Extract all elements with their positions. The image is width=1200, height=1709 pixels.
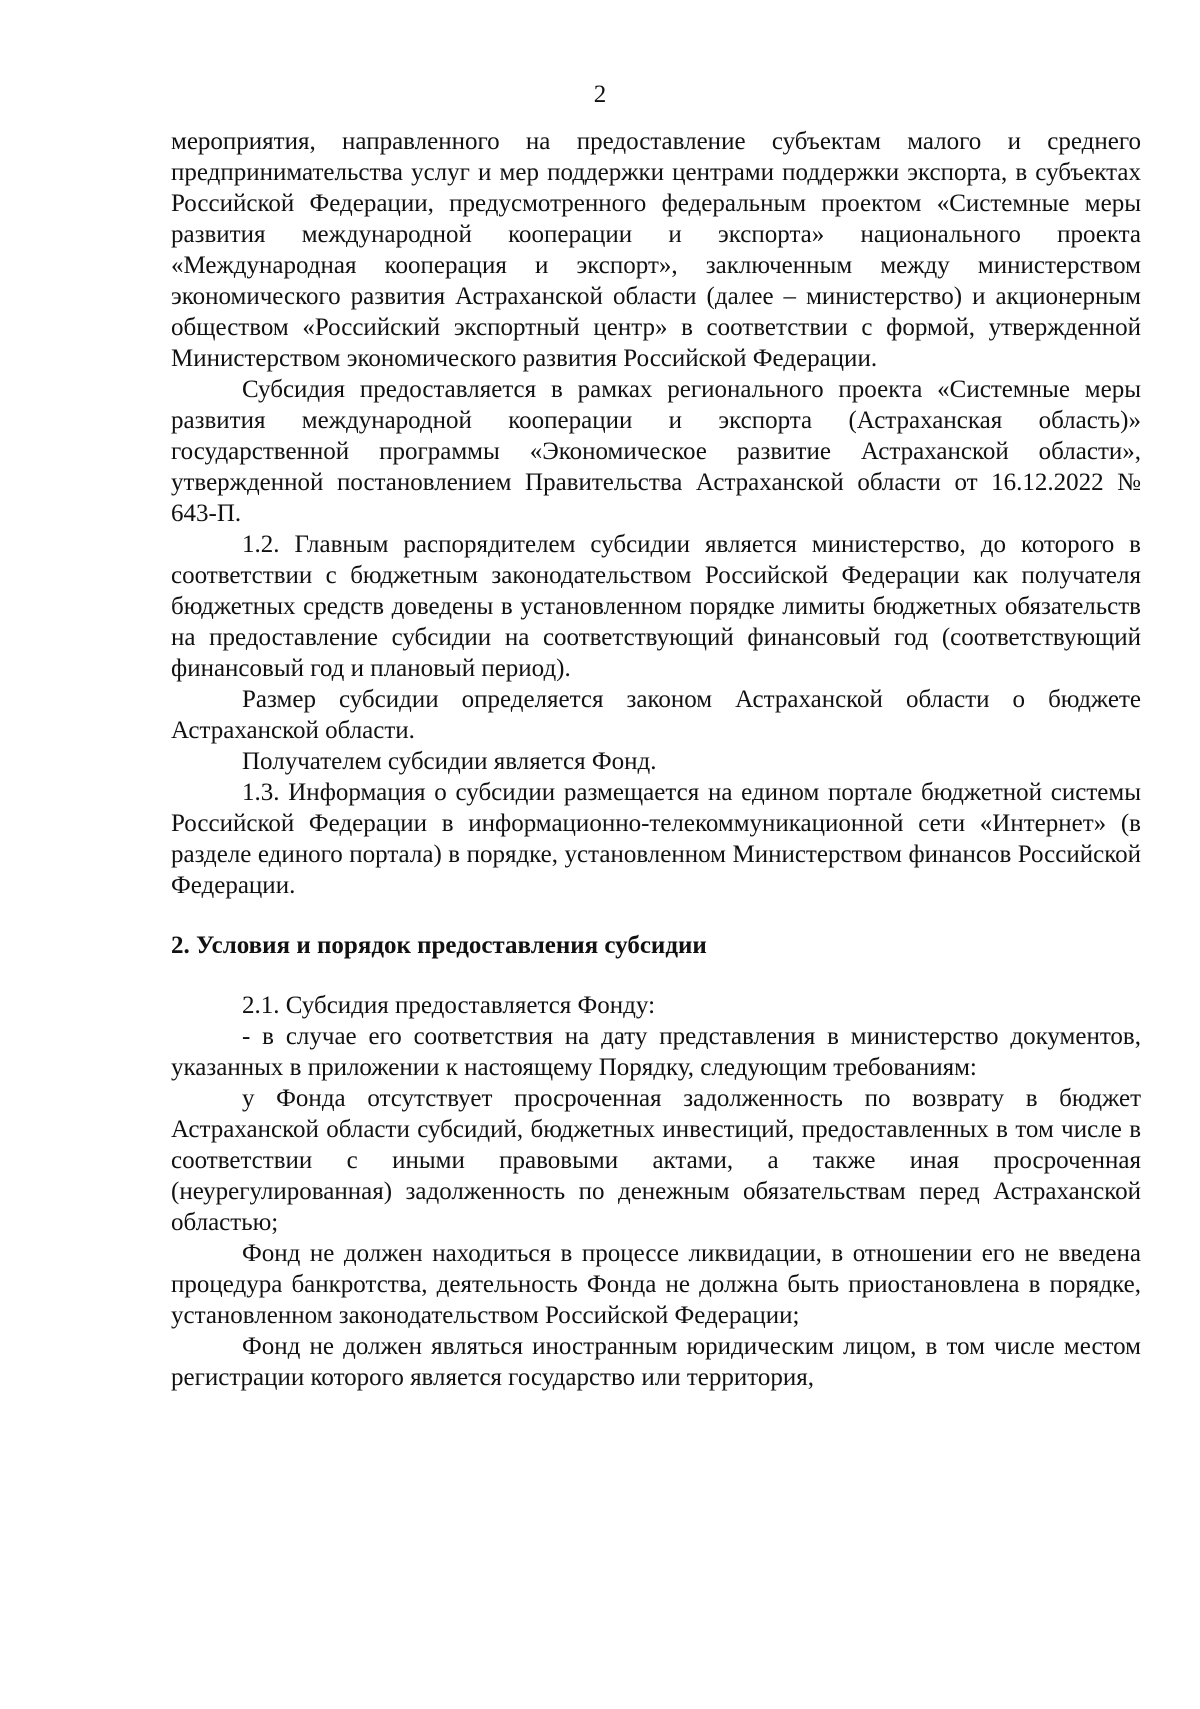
paragraph: Фонд не должен являться иностранным юридическим лицом, в том числе местом регистрации которого является государство или территория,: [171, 1333, 1141, 1391]
paragraph: Фонд не должен находиться в процессе ликвидации, в отношении его не введена процедура банкротства, деятельность Фонда не должна быть приостановлена в порядке, установленном законодательством Российской Федерации;: [171, 1240, 1141, 1329]
section-heading: 2. Условия и порядок предоставления субсидии: [171, 932, 707, 959]
paragraph: Получателем субсидии является Фонд.: [242, 748, 657, 775]
paragraph: 2.1. Субсидия предоставляется Фонду:: [242, 992, 656, 1019]
page-number: 2: [593, 81, 607, 108]
paragraph: у Фонда отсутствует просроченная задолженность по возврату в бюджет Астраханской области субсидий, бюджетных инвестиций, предоставленных в том числе в соответствии с иными правовыми актами, а также иная просроченная (неурегулированная) задолженность по денежным обязательствам перед Астраханской областью;: [171, 1085, 1141, 1236]
paragraph: Размер субсидии определяется законом Астраханской области о бюджете Астраханской области.: [171, 686, 1141, 744]
paragraph: мероприятия, направленного на предоставление субъектам малого и среднего предпринимательства услуг и мер поддержки центрами поддержки экспорта, в субъектах Российской Федерации, предусмотренного федеральным проектом «Системные меры развития международной кооперации и экспорта» национального проекта «Международная кооперация и экспорт», заключенным между министерством экономического развития Астраханской области (далее – министерство) и акционерным обществом «Российский экспортный центр» в соответствии с формой, утвержденной Министерством экономического развития Российской Федерации.: [171, 128, 1141, 372]
paragraph: - в случае его соответствия на дату представления в министерство документов, указанных в приложении к настоящему Порядку, следующим требованиям:: [171, 1023, 1141, 1081]
document-body: [171, 126, 1141, 1393]
paragraph: 1.2. Главным распорядителем субсидии является министерство, до которого в соответствии с бюджетным законодательством Российской Федерации как получателя бюджетных средств доведены в установленном порядке лимиты бюджетных обязательств на предоставление субсидии на соответствующий финансовый год (соответствующий финансовый год и плановый период).: [171, 531, 1141, 682]
paragraph: Субсидия предоставляется в рамках регионального проекта «Системные меры развития международной кооперации и экспорта (Астраханская область)» государственной программы «Экономическое развитие Астраханской области», утвержденной постановлением Правительства Астраханской области от 16.12.2022 № 643-П.: [171, 376, 1141, 527]
paragraph: 1.3. Информация о субсидии размещается на едином портале бюджетной системы Российской Федерации в информационно-телекоммуникационной сети «Интернет» (в разделе единого портала) в порядке, установленном Министерством финансов Российской Федерации.: [171, 779, 1141, 899]
